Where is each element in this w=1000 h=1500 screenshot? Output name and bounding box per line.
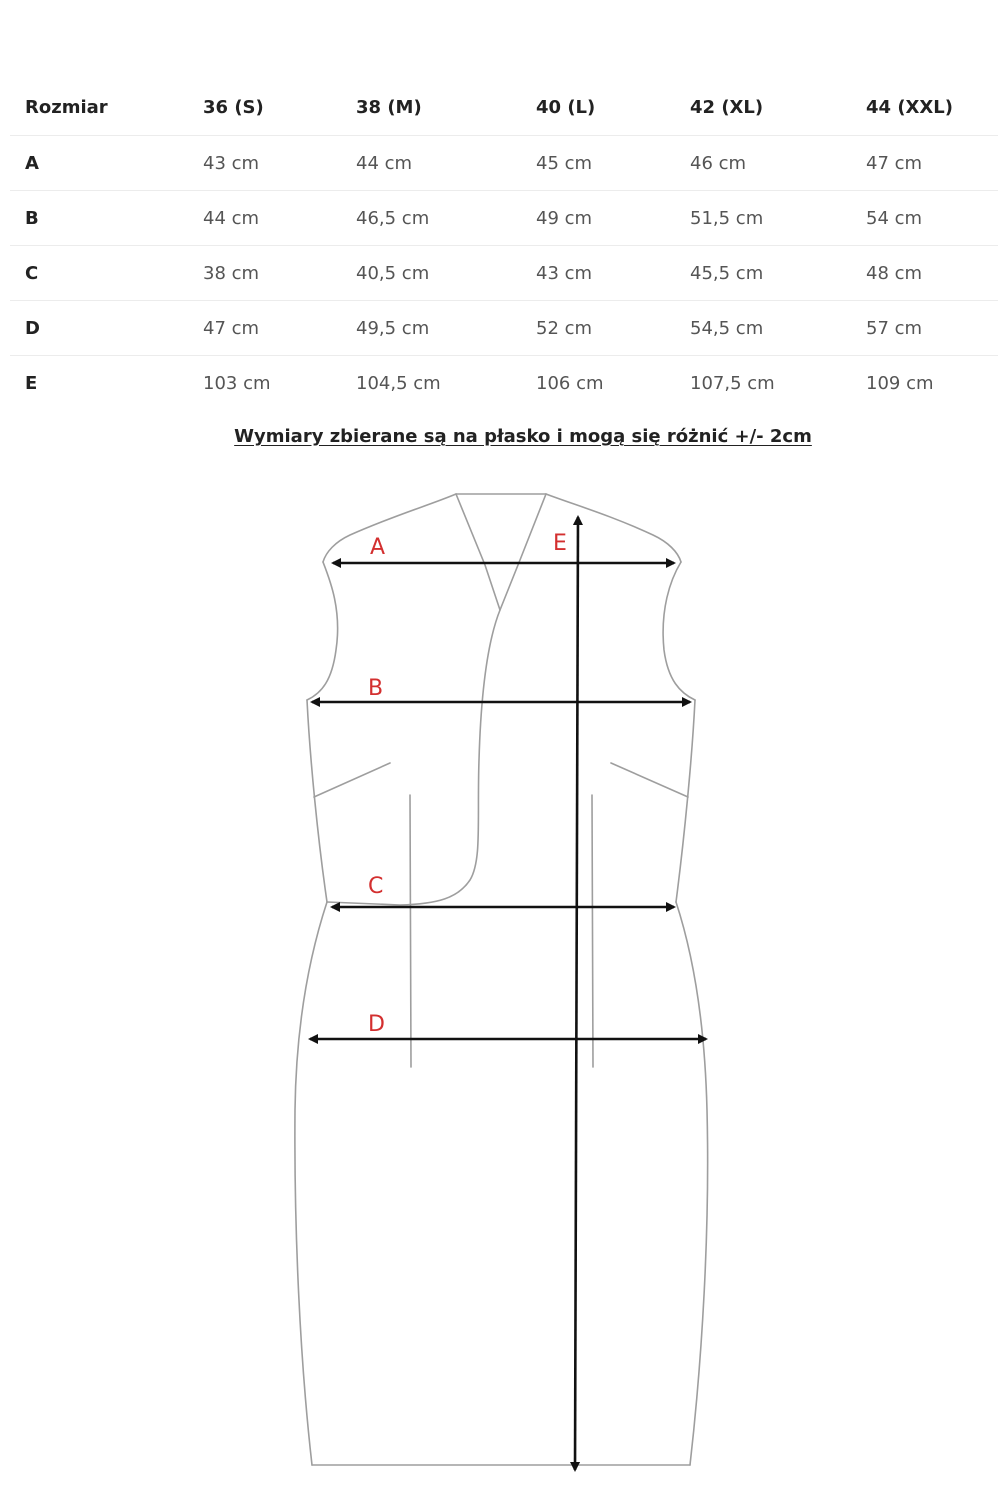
table-cell: 47 cm [851, 136, 998, 191]
dress-diagram [0, 470, 1000, 1500]
wrap-front-line [327, 494, 546, 905]
table-cell: 49 cm [521, 191, 675, 246]
table-cell: 52 cm [521, 301, 675, 356]
size-table [10, 80, 998, 410]
row-label: E [10, 356, 188, 411]
left-shoulder-line [323, 494, 456, 562]
table-cell: 57 cm [851, 301, 998, 356]
left-armhole [307, 562, 338, 700]
table-cell: 54 cm [851, 191, 998, 246]
header-44: 44 (XXL) [866, 97, 953, 118]
table-cell: 46,5 cm [341, 191, 521, 246]
right-armhole [663, 562, 695, 700]
left-vertical-dart [410, 795, 411, 1067]
table-cell: 44 cm [188, 191, 341, 246]
table-cell: 40,5 cm [341, 246, 521, 301]
header-40: 40 (L) [536, 97, 596, 118]
table-row [10, 191, 998, 246]
table-cell: 47 cm [188, 301, 341, 356]
right-bodice-side [676, 700, 695, 902]
table-cell: 49,5 cm [341, 301, 521, 356]
table-row [10, 136, 998, 191]
table-cell: 45,5 cm [675, 246, 851, 301]
table-cell: 45 cm [521, 136, 675, 191]
right-skirt-side [676, 902, 708, 1465]
right-vertical-dart [592, 795, 593, 1067]
table-cell: 104,5 cm [341, 356, 521, 411]
table-cell: 54,5 cm [675, 301, 851, 356]
label-a: A [370, 535, 386, 560]
label-c: C [368, 874, 384, 899]
table-cell: 38 cm [188, 246, 341, 301]
label-e: E [553, 531, 567, 556]
row-label: A [10, 136, 188, 191]
table-cell: 44 cm [341, 136, 521, 191]
header-38: 38 (M) [356, 97, 422, 118]
header-42: 42 (XL) [690, 97, 764, 118]
measurement-arrows [310, 517, 706, 1470]
table-cell: 48 cm [851, 246, 998, 301]
table-cell: 109 cm [851, 356, 998, 411]
arrow-e [575, 517, 578, 1470]
table-cell: 43 cm [521, 246, 675, 301]
table-header-row [10, 80, 998, 136]
dress-diagram-svg [0, 470, 1000, 1500]
dress-outline [295, 494, 708, 1465]
table-cell: 106 cm [521, 356, 675, 411]
left-bodice-side [307, 700, 327, 902]
left-bust-dart [314, 763, 390, 797]
table-row [10, 246, 998, 301]
measurement-note: Wymiary zbierane są na płasko i mogą się różnić +/- 2cm [234, 426, 812, 447]
table-row [10, 356, 998, 411]
row-label: B [10, 191, 188, 246]
table-cell: 103 cm [188, 356, 341, 411]
header-size: Rozmiar [25, 97, 108, 118]
table-cell: 51,5 cm [675, 191, 851, 246]
header-36: 36 (S) [203, 97, 264, 118]
label-b: B [368, 676, 384, 701]
row-label: C [10, 246, 188, 301]
left-skirt-side [295, 902, 327, 1465]
left-lapel [456, 494, 500, 610]
table-row [10, 301, 998, 356]
table-cell: 46 cm [675, 136, 851, 191]
table-cell: 43 cm [188, 136, 341, 191]
table-cell: 107,5 cm [675, 356, 851, 411]
label-d: D [368, 1012, 385, 1037]
right-bust-dart [611, 763, 688, 797]
row-label: D [10, 301, 188, 356]
